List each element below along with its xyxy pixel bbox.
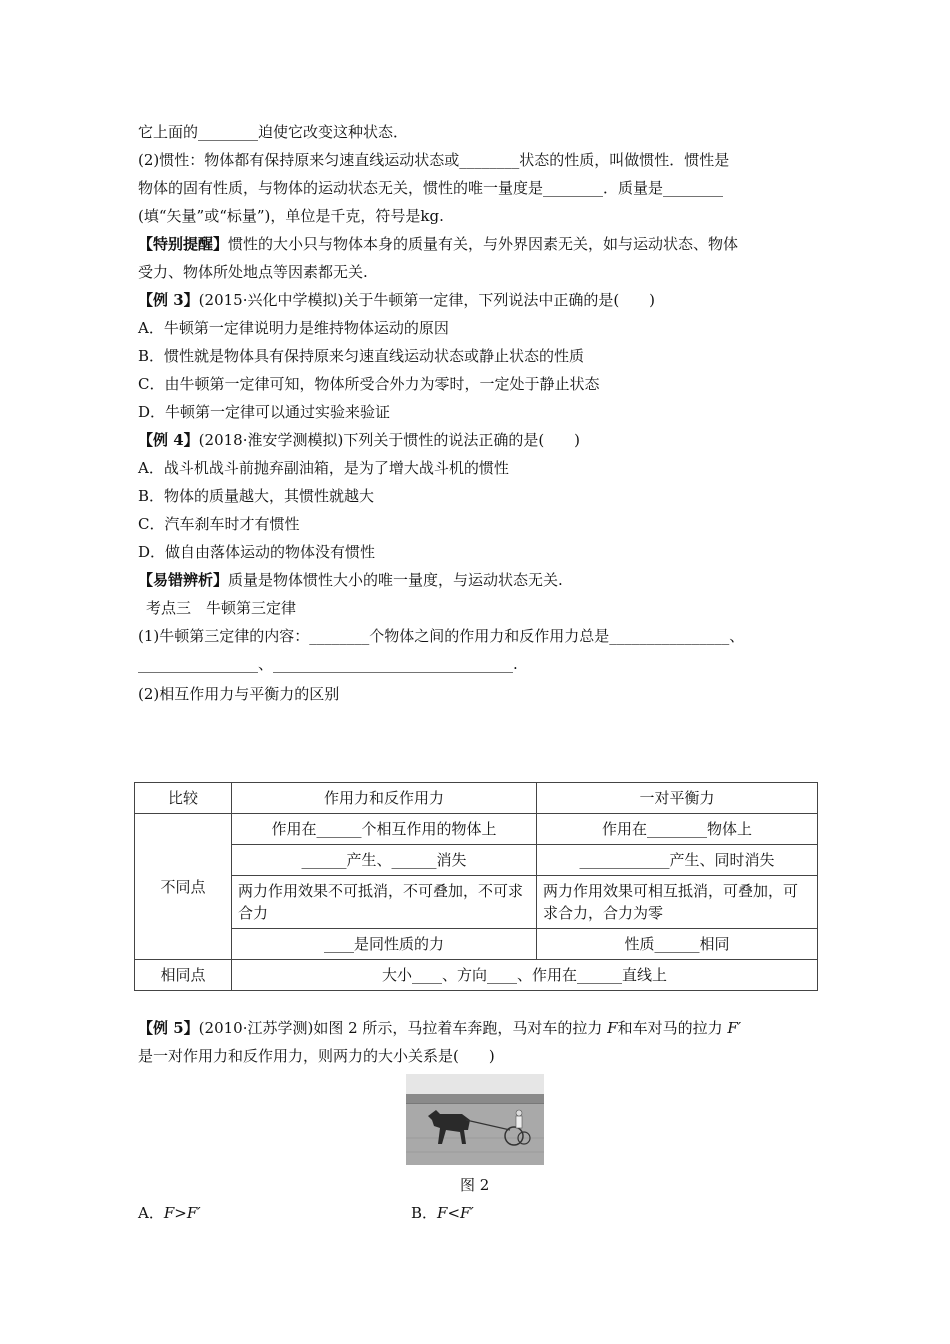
horse-cart-photo bbox=[406, 1074, 544, 1165]
option-text: F>F′ bbox=[163, 1204, 201, 1222]
table-cell: ____________产生、同时消失 bbox=[537, 845, 818, 876]
stem-text: (2015·兴化中学模拟)关于牛顿第一定律，下列说法中正确的是( ) bbox=[198, 291, 656, 309]
mistake-note bbox=[138, 570, 563, 590]
text-line: 受力、物体所处地点等因素都无关. bbox=[138, 263, 368, 281]
example-4-tag: 【例 4】 bbox=[138, 431, 199, 449]
example-5-tag: 【例 5】 bbox=[138, 1019, 199, 1037]
option: A．战斗机战斗前抛弃副油箱，是为了增大战斗机的惯性 bbox=[138, 459, 509, 477]
option-b bbox=[411, 1202, 474, 1223]
table-row bbox=[135, 814, 818, 845]
table-cell: 两力作用效果可相互抵消，可叠加，可求合力，合力为零 bbox=[537, 876, 818, 929]
force-symbol: F′ bbox=[727, 1019, 742, 1037]
stem-text: (2010·江苏学测)如图 2 所示，马拉着车奔跑，马对车的拉力 bbox=[198, 1019, 608, 1037]
text-line: ________________、________________________________. bbox=[138, 655, 518, 673]
option: C．汽车刹车时才有惯性 bbox=[138, 515, 300, 533]
option: D．牛顿第一定律可以通过实验来验证 bbox=[138, 403, 391, 421]
option: A．牛顿第一定律说明力是维持物体运动的原因 bbox=[138, 319, 449, 337]
option: B．物体的质量越大，其惯性就越大 bbox=[138, 487, 375, 505]
text-line: (填“矢量”或“标量”)，单位是千克，符号是kg. bbox=[138, 207, 444, 225]
special-note bbox=[138, 234, 738, 254]
table-cell: 作用在______个相互作用的物体上 bbox=[232, 814, 537, 845]
row-label-diff: 不同点 bbox=[135, 814, 232, 960]
table-row bbox=[135, 960, 818, 991]
option-label: A． bbox=[138, 1204, 164, 1222]
option: C．由牛顿第一定律可知，物体所受合外力为零时，一定处于静止状态 bbox=[138, 375, 600, 393]
text-line: 它上面的________迫使它改变这种状态． bbox=[138, 123, 409, 141]
figure-caption: 图 2 bbox=[460, 1176, 490, 1194]
special-tag: 【特别提醒】 bbox=[138, 235, 229, 253]
example-3-tag: 【例 3】 bbox=[138, 291, 199, 309]
text-line: (2)惯性：物体都有保持原来匀速直线运动状态或________状态的性质，叫做惯性．惯性是 bbox=[138, 151, 730, 169]
stem-text: (2018·淮安学测模拟)下列关于惯性的说法正确的是( ) bbox=[198, 431, 581, 449]
table-cell: 作用在________物体上 bbox=[537, 814, 818, 845]
note-text: 惯性的大小只与物体本身的质量有关，与外界因素无关，如与运动状态、物体 bbox=[228, 235, 739, 253]
mistake-tag: 【易错辨析】 bbox=[138, 571, 229, 589]
table-row bbox=[135, 845, 818, 876]
section-heading: 考点三 牛顿第三定律 bbox=[146, 599, 297, 617]
table-row bbox=[135, 929, 818, 960]
text-line: 物体的固有性质，与物体的运动状态无关，惯性的唯一量度是________．质量是________ bbox=[138, 179, 724, 197]
option-label: B． bbox=[411, 1204, 438, 1222]
option-text: F<F′ bbox=[437, 1204, 474, 1222]
text-line: (2)相互作用力与平衡力的区别 bbox=[138, 685, 340, 703]
table-cell: 两力作用效果不可抵消，不可叠加，不可求合力 bbox=[232, 876, 537, 929]
note-text: 质量是物体惯性大小的唯一量度，与运动状态无关. bbox=[228, 571, 563, 589]
table-header-row bbox=[135, 783, 818, 814]
table-row bbox=[135, 876, 818, 929]
table-cell: ____是同性质的力 bbox=[232, 929, 537, 960]
comparison-table bbox=[134, 782, 818, 991]
text-line: 是一对作用力和反作用力，则两力的大小关系是( ) bbox=[138, 1047, 495, 1065]
table-cell: ______产生、______消失 bbox=[232, 845, 537, 876]
table-header-cell: 一对平衡力 bbox=[537, 783, 818, 814]
example-3-stem bbox=[138, 290, 655, 310]
row-label-same: 相同点 bbox=[135, 960, 232, 991]
example-5-stem bbox=[138, 1018, 741, 1038]
text-line: (1)牛顿第三定律的内容：________个物体之间的作用力和反作用力总是________________、 bbox=[138, 627, 745, 645]
option: D．做自由落体运动的物体没有惯性 bbox=[138, 543, 376, 561]
table-header-cell: 作用力和反作用力 bbox=[232, 783, 537, 814]
force-symbol: F bbox=[607, 1019, 618, 1037]
table-cell: 性质______相同 bbox=[537, 929, 818, 960]
stem-text: 和车对马的拉力 bbox=[617, 1019, 728, 1037]
option: B．惯性就是物体具有保持原来匀速直线运动状态或静止状态的性质 bbox=[138, 347, 585, 365]
table-cell: 大小____、方向____、作用在______直线上 bbox=[232, 960, 818, 991]
option-a bbox=[138, 1202, 201, 1223]
example-4-stem bbox=[138, 430, 580, 450]
table-header-cell: 比较 bbox=[135, 783, 232, 814]
